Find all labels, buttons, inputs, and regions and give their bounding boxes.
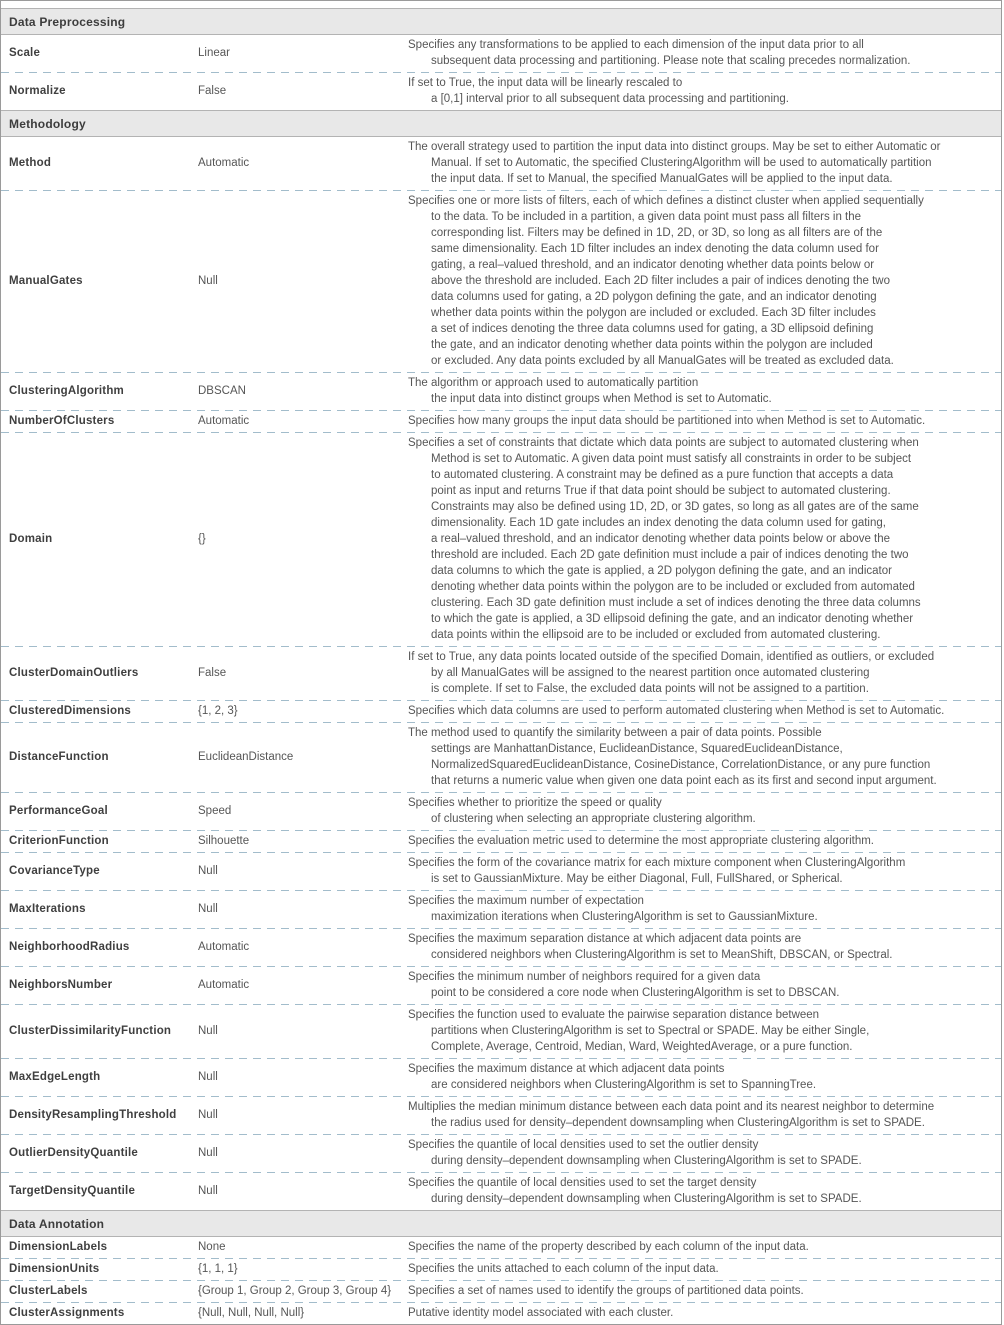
option-name: DensityResamplingThreshold — [9, 1109, 177, 1121]
description-line: Specifies the units attached to each column of the input data. — [408, 1263, 719, 1275]
option-name: Domain — [9, 533, 53, 545]
description-line: data points within the ellipsoid are to be included or excluded from automated clustering. — [431, 629, 881, 641]
option-default-value: Automatic — [198, 157, 250, 169]
option-description — [408, 75, 1001, 107]
option-description — [408, 1099, 1001, 1131]
description-line: dimensionality. Each 1D gate includes an index denoting the data column used for gating, — [431, 517, 886, 529]
option-name: TargetDensityQuantile — [9, 1185, 136, 1197]
option-row — [1, 35, 1001, 72]
option-description — [408, 1283, 1001, 1299]
option-default-value: Null — [198, 865, 218, 877]
description-line: denoting whether data points within the polygon are to be included or excluded from automated — [431, 581, 915, 593]
option-default-value: Null — [198, 1109, 218, 1121]
option-default-value: Null — [198, 1147, 218, 1159]
option-name: Scale — [9, 47, 41, 59]
description-line: clustering. Each 3D gate definition must include a set of indices denoting the three data columns — [431, 597, 921, 609]
option-name: Normalize — [9, 85, 66, 97]
description-line: or excluded. Any data points excluded by all ManualGates will be treated as excluded data. — [431, 355, 894, 367]
description-line: Specifies whether to prioritize the speed or quality — [408, 797, 662, 809]
option-default-value: {Group 1, Group 2, Group 3, Group 4} — [198, 1285, 392, 1297]
option-row — [1, 723, 1001, 792]
description-line: Complete, Average, Centroid, Median, Ward, WeightedAverage, or a pure function. — [431, 1041, 853, 1053]
option-row — [1, 191, 1001, 372]
option-row — [1, 831, 1001, 852]
description-line: settings are ManhattanDistance, EuclideanDistance, SquaredEuclideanDistance, — [431, 743, 843, 755]
description-line: Specifies the maximum separation distance at which adjacent data points are — [408, 933, 802, 945]
description-line: whether data points within the polygon are included or excluded. Each 3D filter includes — [431, 307, 876, 319]
option-description — [408, 795, 1001, 827]
description-line: partitions when ClusteringAlgorithm is set to Spectral or SPADE. May be either Single, — [431, 1025, 870, 1037]
option-description — [408, 969, 1001, 1001]
option-description — [408, 703, 1001, 719]
option-description — [408, 855, 1001, 887]
option-name: ClusterDissimilarityFunction — [9, 1025, 172, 1037]
option-description — [408, 139, 1001, 187]
description-line: a set of indices denoting the three data columns used for gating, a 3D ellipsoid defining — [431, 323, 874, 335]
option-default-value: Null — [198, 1185, 218, 1197]
option-name: MaxEdgeLength — [9, 1071, 101, 1083]
option-name: MaxIterations — [9, 903, 86, 915]
option-default-value: Null — [198, 1025, 218, 1037]
option-name: CriterionFunction — [9, 835, 109, 847]
option-row — [1, 1303, 1001, 1324]
description-line: corresponding list. Filters may be defined in 1D, 2D, or 3D, so long as all filters are of the — [431, 227, 883, 239]
description-line: Specifies which data columns are used to perform automated clustering when Method is set to Automatic. — [408, 705, 945, 717]
option-default-value: {1, 1, 1} — [198, 1263, 238, 1275]
option-row — [1, 73, 1001, 110]
option-description — [408, 37, 1001, 69]
option-name: Method — [9, 157, 52, 169]
option-name: ClusteringAlgorithm — [9, 385, 124, 397]
option-name: ManualGates — [9, 275, 83, 287]
option-default-value: Linear — [198, 47, 230, 59]
option-description — [408, 375, 1001, 407]
description-line: If set to True, any data points located outside of the specified Domain, identified as outliers, or excluded — [408, 651, 935, 663]
description-line: is complete. If set to False, the excluded data points will not be assigned to a partition. — [431, 683, 869, 695]
section-header — [1, 110, 1001, 137]
option-default-value: Null — [198, 1071, 218, 1083]
description-line: Method is set to Automatic. A given data point must satisfy all constraints in order to be subject — [431, 453, 912, 465]
description-line: a [0,1] interval prior to all subsequent data processing and partitioning. — [431, 93, 789, 105]
section-title: Methodology — [9, 116, 86, 131]
description-line: Specifies how many groups the input data should be partitioned into when Method is set to Automatic. — [408, 415, 926, 427]
option-description — [408, 1261, 1001, 1277]
option-row — [1, 433, 1001, 646]
option-default-value: Automatic — [198, 979, 250, 991]
option-default-value: DBSCAN — [198, 385, 246, 397]
option-description — [408, 435, 1001, 643]
option-row — [1, 411, 1001, 432]
description-line: by all ManualGates will be assigned to the nearest partition once automated clustering — [431, 667, 870, 679]
option-default-value: Speed — [198, 805, 232, 817]
option-name: CovarianceType — [9, 865, 100, 877]
description-line: Specifies the maximum distance at which adjacent data points — [408, 1063, 725, 1075]
option-default-value: {Null, Null, Null, Null} — [198, 1307, 305, 1319]
option-name: ClusteredDimensions — [9, 705, 132, 717]
section-header — [1, 1210, 1001, 1237]
option-name: DimensionLabels — [9, 1241, 108, 1253]
section-header — [1, 8, 1001, 35]
option-row — [1, 1135, 1001, 1172]
option-name: ClusterLabels — [9, 1285, 88, 1297]
option-description — [408, 931, 1001, 963]
option-default-value: False — [198, 667, 227, 679]
option-row — [1, 853, 1001, 890]
option-row — [1, 1237, 1001, 1258]
description-line: the input data into distinct groups when Method is set to Automatic. — [431, 393, 772, 405]
option-name: DistanceFunction — [9, 751, 109, 763]
option-default-value: Automatic — [198, 941, 250, 953]
description-line: of clustering when selecting an appropriate clustering algorithm. — [431, 813, 756, 825]
description-line: during density–dependent downsampling when ClusteringAlgorithm is set to SPADE. — [431, 1193, 862, 1205]
option-name: OutlierDensityQuantile — [9, 1147, 139, 1159]
description-line: The algorithm or approach used to automatically partition — [408, 377, 699, 389]
option-row — [1, 137, 1001, 190]
description-line: Specifies the quantile of local densities used to set the target density — [408, 1177, 757, 1189]
option-row — [1, 1059, 1001, 1096]
description-line: to which the gate is applied, a 3D ellipsoid defining the gate, and an indicator denoting whether — [431, 613, 914, 625]
description-line: data columns to which the gate is applied, a 2D polygon defining the gate, and an indicator — [431, 565, 892, 577]
option-default-value: {} — [198, 533, 206, 545]
option-default-value: EuclideanDistance — [198, 751, 294, 763]
option-description — [408, 193, 1001, 369]
option-name: DimensionUnits — [9, 1263, 100, 1275]
description-line: Specifies a set of constraints that dictate which data points are subject to automated clustering when — [408, 437, 919, 449]
option-description — [408, 725, 1001, 789]
description-line: Specifies one or more lists of filters, each of which defines a distinct cluster when applied sequentially — [408, 195, 924, 207]
description-line: Specifies the evaluation metric used to determine the most appropriate clustering algorithm. — [408, 835, 874, 847]
section-title: Data Annotation — [9, 1216, 105, 1231]
option-name: ClusterAssignments — [9, 1307, 125, 1319]
description-line: a real–valued threshold, and an indicator denoting whether data points below or above the — [431, 533, 891, 545]
option-name: PerformanceGoal — [9, 805, 108, 817]
description-line: subsequent data processing and partitioning. Please note that scaling precedes normalization. — [431, 55, 911, 67]
option-name: NumberOfClusters — [9, 415, 115, 427]
option-description — [408, 649, 1001, 697]
option-default-value: Automatic — [198, 415, 250, 427]
option-name: ClusterDomainOutliers — [9, 667, 139, 679]
option-row — [1, 1005, 1001, 1058]
option-row — [1, 1281, 1001, 1302]
description-line: Specifies the function used to evaluate the pairwise separation distance between — [408, 1009, 820, 1021]
description-line: the gate, and an indicator denoting whether data points within the polygon are included — [431, 339, 873, 351]
description-line: are considered neighbors when ClusteringAlgorithm is set to SpanningTree. — [431, 1079, 817, 1091]
option-row — [1, 929, 1001, 966]
description-line: Specifies the form of the covariance matrix for each mixture component when ClusteringAlgorithm — [408, 857, 906, 869]
description-line: If set to True, the input data will be linearly rescaled to — [408, 77, 683, 89]
option-name: NeighborhoodRadius — [9, 941, 130, 953]
description-line: data columns used for gating, a 2D polygon defining the gate, and an indicator denoting — [431, 291, 877, 303]
description-line: gating, a real–valued threshold, and an indicator denoting whether data points below or — [431, 259, 875, 271]
option-default-value: Silhouette — [198, 835, 250, 847]
option-default-value: Null — [198, 903, 218, 915]
option-description — [408, 1239, 1001, 1255]
option-row — [1, 647, 1001, 700]
option-description — [408, 413, 1001, 429]
description-line: that returns a numeric value when given one data point each as its first and second input argument. — [431, 775, 937, 787]
option-description — [408, 1137, 1001, 1169]
description-line: Specifies a set of names used to identify the groups of partitioned data points. — [408, 1285, 804, 1297]
option-description — [408, 1061, 1001, 1093]
section-title: Data Preprocessing — [9, 14, 126, 29]
description-line: Manual. If set to Automatic, the specified ClusteringAlgorithm will be used to automatically partition — [431, 157, 932, 169]
description-line: to the data. To be included in a partition, a given data point must pass all filters in the — [431, 211, 862, 223]
option-description — [408, 1007, 1001, 1055]
option-row — [1, 1097, 1001, 1134]
option-row — [1, 701, 1001, 722]
option-row — [1, 967, 1001, 1004]
description-line: the radius used for density–dependent downsampling when ClusteringAlgorithm is set to SPADE. — [431, 1117, 925, 1129]
option-default-value: False — [198, 85, 227, 97]
description-line: Specifies the maximum number of expectation — [408, 895, 644, 907]
option-description — [408, 893, 1001, 925]
description-line: Constraints may also be defined using 1D, 2D, or 3D gates, so long as all gates are of the same — [431, 501, 919, 513]
option-row — [1, 793, 1001, 830]
description-line: The overall strategy used to partition the input data into distinct groups. May be set to either Automatic or — [408, 141, 941, 153]
description-line: above the threshold are included. Each 2D filter includes a pair of indices denoting the two — [431, 275, 891, 287]
description-line: Multiplies the median minimum distance between each data point and its nearest neighbor to determine — [408, 1101, 935, 1113]
option-row — [1, 373, 1001, 410]
option-default-value: {1, 2, 3} — [198, 705, 238, 717]
description-line: considered neighbors when ClusteringAlgorithm is set to MeanShift, DBSCAN, or Spectral. — [431, 949, 893, 961]
description-line: during density–dependent downsampling when ClusteringAlgorithm is set to SPADE. — [431, 1155, 862, 1167]
description-line: is set to GaussianMixture. May be either Diagonal, Full, FullShared, or Spherical. — [431, 873, 843, 885]
option-row — [1, 891, 1001, 928]
description-line: Specifies the name of the property described by each column of the input data. — [408, 1241, 809, 1253]
description-line: Specifies the minimum number of neighbors required for a given data — [408, 971, 761, 983]
description-line: NormalizedSquaredEuclideanDistance, CosineDistance, CorrelationDistance, or any pure function — [431, 759, 931, 771]
description-line: to automated clustering. A constraint may be defined as a pure function that accepts a data — [431, 469, 894, 481]
description-line: point as input and returns True if that data point should be subject to automated clustering. — [431, 485, 891, 497]
description-line: Putative identity model associated with each cluster. — [408, 1307, 674, 1319]
option-name: NeighborsNumber — [9, 979, 113, 991]
description-line: threshold are included. Each 2D gate definition must include a pair of indices denoting the two — [431, 549, 909, 561]
description-line: maximization iterations when ClusteringAlgorithm is set to GaussianMixture. — [431, 911, 818, 923]
option-row — [1, 1173, 1001, 1210]
description-line: the input data. If set to Manual, the specified ManualGates will be applied to the input data. — [431, 173, 893, 185]
description-line: Specifies the quantile of local densities used to set the outlier density — [408, 1139, 759, 1151]
option-description — [408, 833, 1001, 849]
option-description — [408, 1305, 1001, 1321]
description-line: point to be considered a core node when ClusteringAlgorithm is set to DBSCAN. — [431, 987, 840, 999]
description-line: Specifies any transformations to be applied to each dimension of the input data prior to all — [408, 39, 864, 51]
description-line: same dimensionality. Each 1D filter includes an index denoting the data column used for — [431, 243, 879, 255]
option-description — [408, 1175, 1001, 1207]
description-line: The method used to quantify the similarity between a pair of data points. Possible — [408, 727, 822, 739]
option-default-value: Null — [198, 275, 218, 287]
option-default-value: None — [198, 1241, 226, 1253]
